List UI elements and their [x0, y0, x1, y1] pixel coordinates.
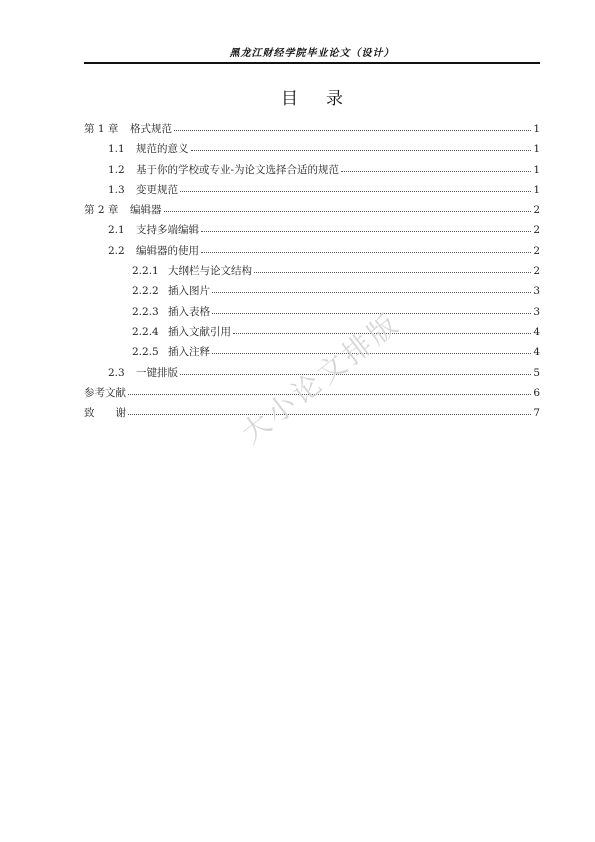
- toc-entry-page: 2: [533, 204, 540, 217]
- toc-leader-dots: [174, 122, 531, 131]
- toc-entry-number: 1.3: [108, 183, 125, 196]
- toc-entry-page: 1: [533, 143, 540, 156]
- toc-entry-label: 格式规范: [130, 123, 172, 135]
- toc-entry-number: 第 1 章: [84, 123, 119, 135]
- toc-entry-number: 2.1: [108, 224, 125, 237]
- header-rule: [84, 62, 540, 64]
- toc-entry[interactable]: [84, 263, 540, 283]
- page-header: 黑龙江财经学院毕业论文（设计）: [229, 48, 395, 59]
- toc-entry[interactable]: [84, 141, 540, 161]
- toc-entry-number: 2.2: [108, 244, 125, 257]
- toc-leader-dots: [201, 244, 531, 253]
- toc-entry-label: 插入注释: [168, 346, 210, 359]
- toc-entry-label: 一键排版: [136, 366, 178, 379]
- toc-entry-number: 2.2.2: [132, 285, 159, 298]
- toc-leader-dots: [180, 183, 531, 192]
- toc-entry[interactable]: [84, 243, 540, 263]
- toc-entry-label: 插入文献引用: [168, 325, 231, 338]
- toc-entry-page: 4: [533, 325, 540, 338]
- toc-entry-page: 7: [533, 407, 540, 420]
- toc-entry-page: 2: [533, 244, 540, 257]
- toc-entry-label: 插入表格: [168, 305, 210, 318]
- toc-entry-page: 5: [533, 366, 540, 379]
- toc-entry[interactable]: [84, 182, 540, 202]
- toc-title: [84, 84, 540, 109]
- toc-entry-label: 编辑器: [130, 204, 162, 217]
- toc-entry-page: 4: [533, 346, 540, 359]
- toc-entry-label: 参考文献: [84, 386, 126, 399]
- toc-entry-label: 插入图片: [168, 285, 210, 298]
- toc-entry-number: 2.3: [108, 366, 125, 379]
- toc-title-char-1: 目: [281, 89, 298, 109]
- toc-entry[interactable]: [84, 202, 540, 222]
- toc-entry-page: 1: [533, 183, 540, 196]
- toc-title-char-2: 录: [326, 89, 343, 109]
- toc-entry-page: 2: [533, 224, 540, 237]
- toc-entry[interactable]: [84, 304, 540, 324]
- toc-leader-dots: [164, 203, 532, 212]
- toc-entry[interactable]: [84, 121, 540, 141]
- toc-leader-dots: [191, 142, 532, 151]
- toc-entry-number: 第 2 章: [84, 204, 119, 217]
- toc-entry-page: 1: [533, 123, 540, 135]
- toc-entry[interactable]: [84, 283, 540, 303]
- toc-entry-page: 2: [533, 265, 540, 278]
- watermark: 大小论文排版: [235, 305, 407, 450]
- toc-entry-label: 基于你的学校或专业-为论文选择合适的规范: [136, 163, 340, 176]
- toc-leader-dots: [212, 284, 531, 293]
- toc-entry[interactable]: [84, 222, 540, 242]
- toc-entry-page: 1: [533, 163, 540, 176]
- toc-entry-label: 支持多端编辑: [136, 224, 199, 237]
- toc-leader-dots: [254, 264, 531, 273]
- toc-entry-label: 变更规范: [136, 183, 178, 196]
- toc-entry-page: 6: [533, 386, 540, 399]
- toc-entry-page: 3: [533, 285, 540, 298]
- toc-entry[interactable]: [84, 162, 540, 182]
- toc-leader-dots: [341, 163, 531, 172]
- toc-entry-number: 2.2.4: [132, 325, 159, 338]
- toc-entry-label: 致 谢: [84, 407, 126, 420]
- toc-entry-number: 2.2.5: [132, 346, 159, 359]
- toc-entry-number: 2.2.3: [132, 305, 159, 318]
- toc-leader-dots: [128, 406, 531, 415]
- toc-entry-number: 2.2.1: [132, 265, 159, 278]
- toc-entry-number: 1.2: [108, 163, 125, 176]
- toc-entry-page: 3: [533, 305, 540, 318]
- toc-entry-label: 大纲栏与论文结构: [168, 265, 252, 278]
- toc-entry-label: 规范的意义: [136, 143, 189, 156]
- toc-entry[interactable]: [84, 324, 540, 344]
- toc-entry-number: 1.1: [108, 143, 125, 156]
- toc-entry-label: 编辑器的使用: [136, 244, 199, 257]
- toc-leader-dots: [201, 223, 531, 232]
